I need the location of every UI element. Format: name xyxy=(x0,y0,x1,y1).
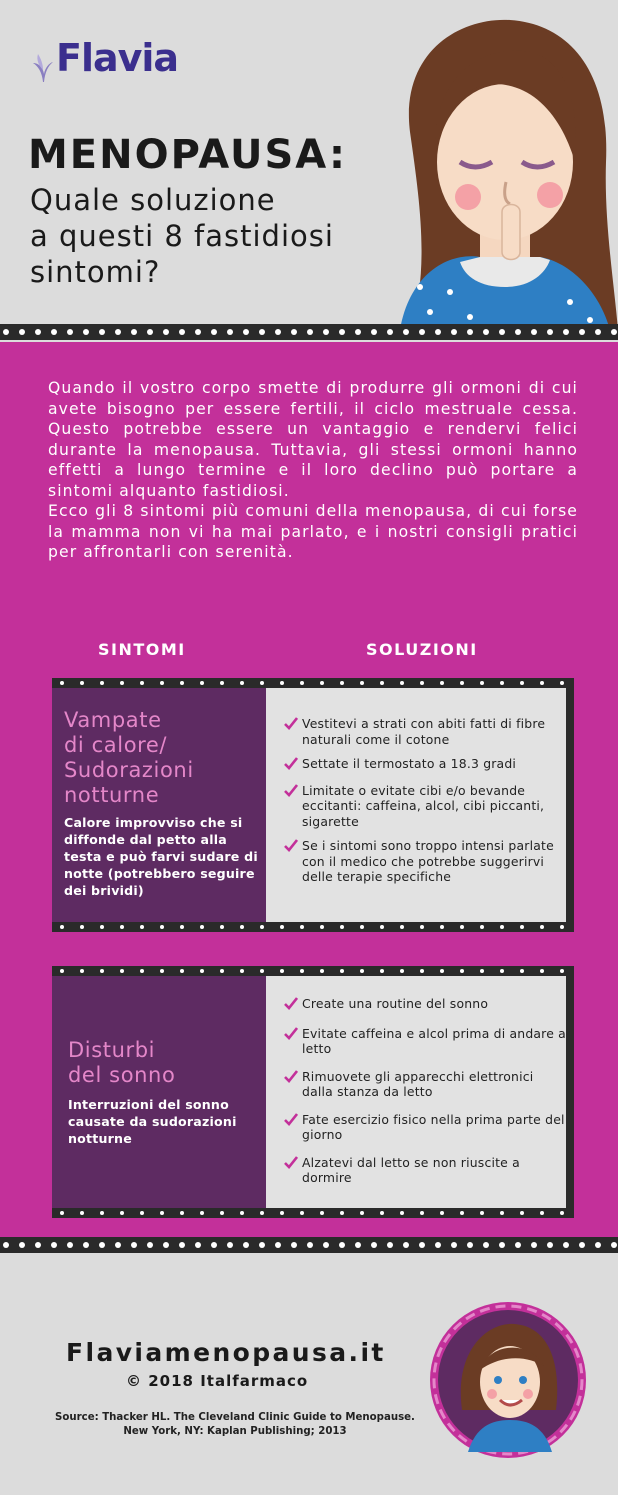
lace-border xyxy=(52,678,574,688)
solution-text: Se i sintomi sono troppo intensi parlate con il medico che potrebbe suggerirvi delle terapie specifiche xyxy=(302,838,554,884)
solution-text: Limitate o evitate cibi e/o bevande eccitanti: caffeina, alcol, cibi piccanti, sigarette xyxy=(302,782,545,829)
symptom-description: Interruzioni del sonno causate da sudorazioni notturne xyxy=(68,1097,237,1146)
source-line: Source: Thacker HL. The Cleveland Clinic Guide to Menopause. xyxy=(55,1412,415,1423)
solutions-list xyxy=(284,996,566,1186)
check-icon xyxy=(284,717,298,730)
lace-border xyxy=(52,1208,574,1218)
solution-item xyxy=(284,783,566,830)
intro-text xyxy=(48,378,578,563)
subtitle-line: sintomi? xyxy=(30,255,161,289)
check-icon xyxy=(284,757,298,770)
intro-paragraph: Quando il vostro corpo smette di produrre gli ormoni di cui avete bisogno per essere fertili, il ciclo mestruale cessa. Questo potrebbe essere un vantaggio e rendervi felici durante la menopausa. Tuttavia, gli stessi ormoni hanno effetti a lungo termine e il loro declino può portare a sintomi alquanto fastidiosi. xyxy=(48,379,578,500)
lace-border xyxy=(52,922,574,932)
solution-item xyxy=(284,838,566,885)
solution-item xyxy=(284,1026,566,1057)
page-title: MENOPAUSA: xyxy=(28,132,347,178)
symptom-title xyxy=(64,708,194,808)
check-icon xyxy=(284,784,298,797)
symptom-title-line: Sudorazioni xyxy=(64,758,194,782)
solution-text: Vestitevi a strati con abiti fatti di fibre naturali come il cotone xyxy=(302,716,546,747)
solution-text: Evitate caffeina e alcol prima di andare a letto xyxy=(302,1025,566,1056)
check-icon xyxy=(284,1156,298,1169)
lace-border xyxy=(52,966,574,976)
logo[interactable] xyxy=(32,30,178,82)
subtitle-line: Quale soluzione xyxy=(30,183,276,217)
brand-name: Flavia xyxy=(56,36,179,80)
solution-item xyxy=(284,1069,566,1100)
website-link[interactable]: Flaviamenopausa.it xyxy=(66,1338,386,1367)
solution-text: Alzatevi dal letto se non riuscite a dormire xyxy=(302,1154,520,1185)
symptom-title-line: del sonno xyxy=(68,1063,176,1087)
check-icon xyxy=(284,1027,298,1040)
symptom-panel xyxy=(52,966,266,1218)
leaf-logo-icon xyxy=(32,30,54,82)
symptom-card xyxy=(52,966,574,1218)
symptom-description: Calore improvviso che si diffonde dal petto alla testa e può farvi sudare di notte (potrebbero seguire dei brividi) xyxy=(64,815,258,898)
symptom-title-line: notturne xyxy=(64,783,160,807)
solution-item xyxy=(284,996,566,1012)
lace-border xyxy=(566,678,574,932)
symptom-title-line: Vampate xyxy=(64,708,162,732)
symptoms-heading: SINTOMI xyxy=(98,640,186,659)
header xyxy=(0,0,618,330)
solution-item xyxy=(284,756,566,772)
main-section xyxy=(0,342,618,1237)
check-icon xyxy=(284,1070,298,1083)
check-icon xyxy=(284,839,298,852)
copyright: © 2018 Italfarmaco xyxy=(126,1372,309,1390)
check-icon xyxy=(284,1113,298,1126)
solution-item xyxy=(284,1112,566,1143)
check-icon xyxy=(284,997,298,1010)
avatar-illustration xyxy=(428,1300,588,1460)
solution-text: Fate esercizio fisico nella prima parte del giorno xyxy=(302,1111,565,1142)
woman-illustration xyxy=(370,12,618,330)
symptom-title-line: di calore/ xyxy=(64,733,168,757)
symptom-card xyxy=(52,678,574,932)
page-subtitle xyxy=(30,182,370,290)
intro-paragraph: Ecco gli 8 sintomi più comuni della menopausa, di cui forse la mamma non vi ha mai parlato, e i nostri consigli pratici per affrontarli con serenità. xyxy=(48,502,578,561)
subtitle-line: a questi 8 fastidiosi xyxy=(30,219,334,253)
source-citation xyxy=(30,1411,440,1439)
solution-text: Rimuovete gli apparecchi elettronici dalla stanza da letto xyxy=(302,1068,534,1099)
solution-item xyxy=(284,1155,566,1186)
solution-text: Create una routine del sonno xyxy=(302,996,489,1011)
solution-text: Settate il termostato a 18.3 gradi xyxy=(302,756,517,771)
lace-border xyxy=(566,966,574,1218)
symptom-title-line: Disturbi xyxy=(68,1038,156,1062)
source-line: New York, NY: Kaplan Publishing; 2013 xyxy=(123,1426,347,1437)
solutions-list xyxy=(284,716,566,885)
solutions-heading: SOLUZIONI xyxy=(366,640,478,659)
symptom-title xyxy=(68,1038,175,1088)
footer xyxy=(0,1258,618,1495)
solution-item xyxy=(284,716,566,747)
lace-divider xyxy=(0,1237,618,1253)
lace-divider xyxy=(0,324,618,340)
